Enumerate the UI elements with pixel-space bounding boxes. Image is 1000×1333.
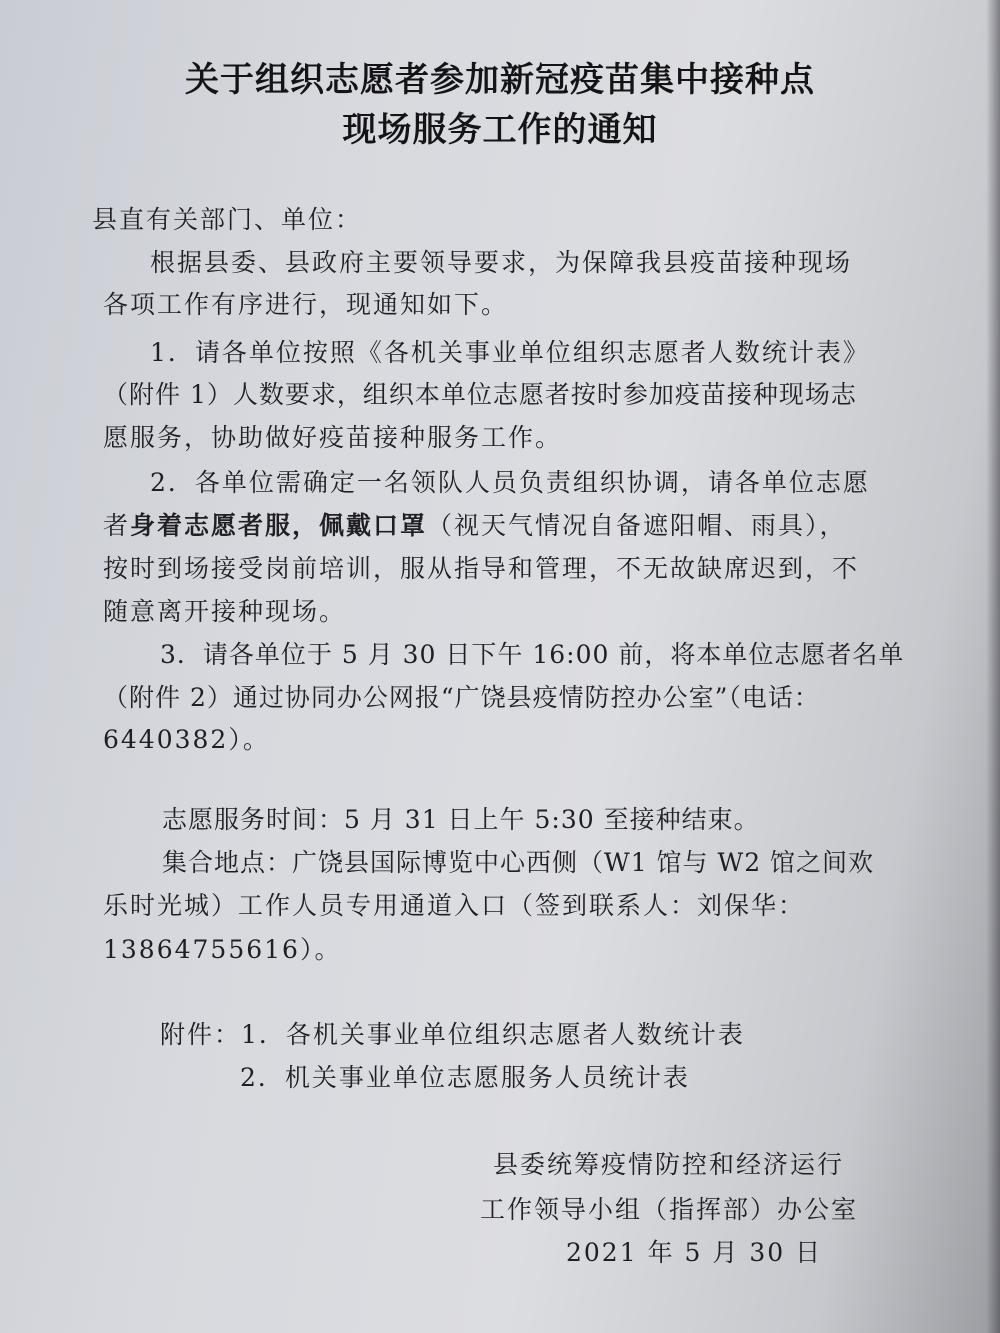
paper-edge-shadow xyxy=(986,0,1000,1333)
intro-line-2: 各项工作有序进行，现通知如下。 xyxy=(103,290,509,319)
location-line-2: 乐时光城）工作人员专用通道入口（签到联系人：刘保华： xyxy=(103,891,806,920)
location-line-3: 13864755616）。 xyxy=(103,935,342,964)
item2-line-4: 随意离开接种现场。 xyxy=(103,597,347,626)
item3-line-1: 3．请各单位于 5 月 30 日下午 16:00 前，将本单位志愿者名单 xyxy=(160,640,905,669)
signature-line-1: 县委统筹疫情防控和经济运行 xyxy=(493,1150,845,1179)
item2-line-1: 2．各单位需确定一名领队人员负责组织协调，请各单位志愿 xyxy=(150,468,870,497)
item2-line-2 xyxy=(103,506,847,542)
attachment-1: 附件：1．各机关事业单位组织志愿者人数统计表 xyxy=(160,1020,745,1049)
item1-line-2: （附件 1）人数要求，组织本单位志愿者按时参加疫苗接种现场志 xyxy=(103,380,857,409)
signature-line-2: 工作领导小组（指挥部）办公室 xyxy=(480,1195,859,1224)
item3-line-2: （附件 2）通过协同办公网报“广饶县疫情防控办公室”（电话： xyxy=(103,683,820,712)
recipient: 县直有关部门、单位： xyxy=(92,205,363,234)
title-line-1: 关于组织志愿者参加新冠疫苗集中接种点 xyxy=(185,60,815,100)
attachment-2: 2．机关事业单位志愿服务人员统计表 xyxy=(240,1063,690,1092)
item2-line-2-start: 者 xyxy=(103,511,131,540)
item1-line-3: 愿服务，协助做好疫苗接种服务工作。 xyxy=(103,423,563,452)
service-time: 志愿服务时间：5 月 31 日上午 5:30 至接种结束。 xyxy=(162,805,760,834)
title-line-2: 现场服务工作的通知 xyxy=(342,110,658,150)
item2-line-2-end: （视天气情况自备遮阳帽、雨具）， xyxy=(427,511,847,540)
item2-line-3: 按时到场接受岗前培训，服从指导和管理，不无故缺席迟到，不 xyxy=(103,554,860,583)
intro-line-1: 根据县委、县政府主要领导要求，为保障我县疫苗接种现场 xyxy=(150,248,853,277)
item2-bold-requirement: 身着志愿者服，佩戴口罩 xyxy=(130,511,428,540)
item1-line-1: 1．请各单位按照《各机关事业单位组织志愿者人数统计表》 xyxy=(150,338,870,367)
issue-date: 2021 年 5 月 30 日 xyxy=(566,1238,823,1267)
item3-line-3: 6440382）。 xyxy=(103,725,270,754)
location-line-1: 集合地点：广饶县国际博览中心西侧（W1 馆与 W2 馆之间欢 xyxy=(162,848,875,877)
